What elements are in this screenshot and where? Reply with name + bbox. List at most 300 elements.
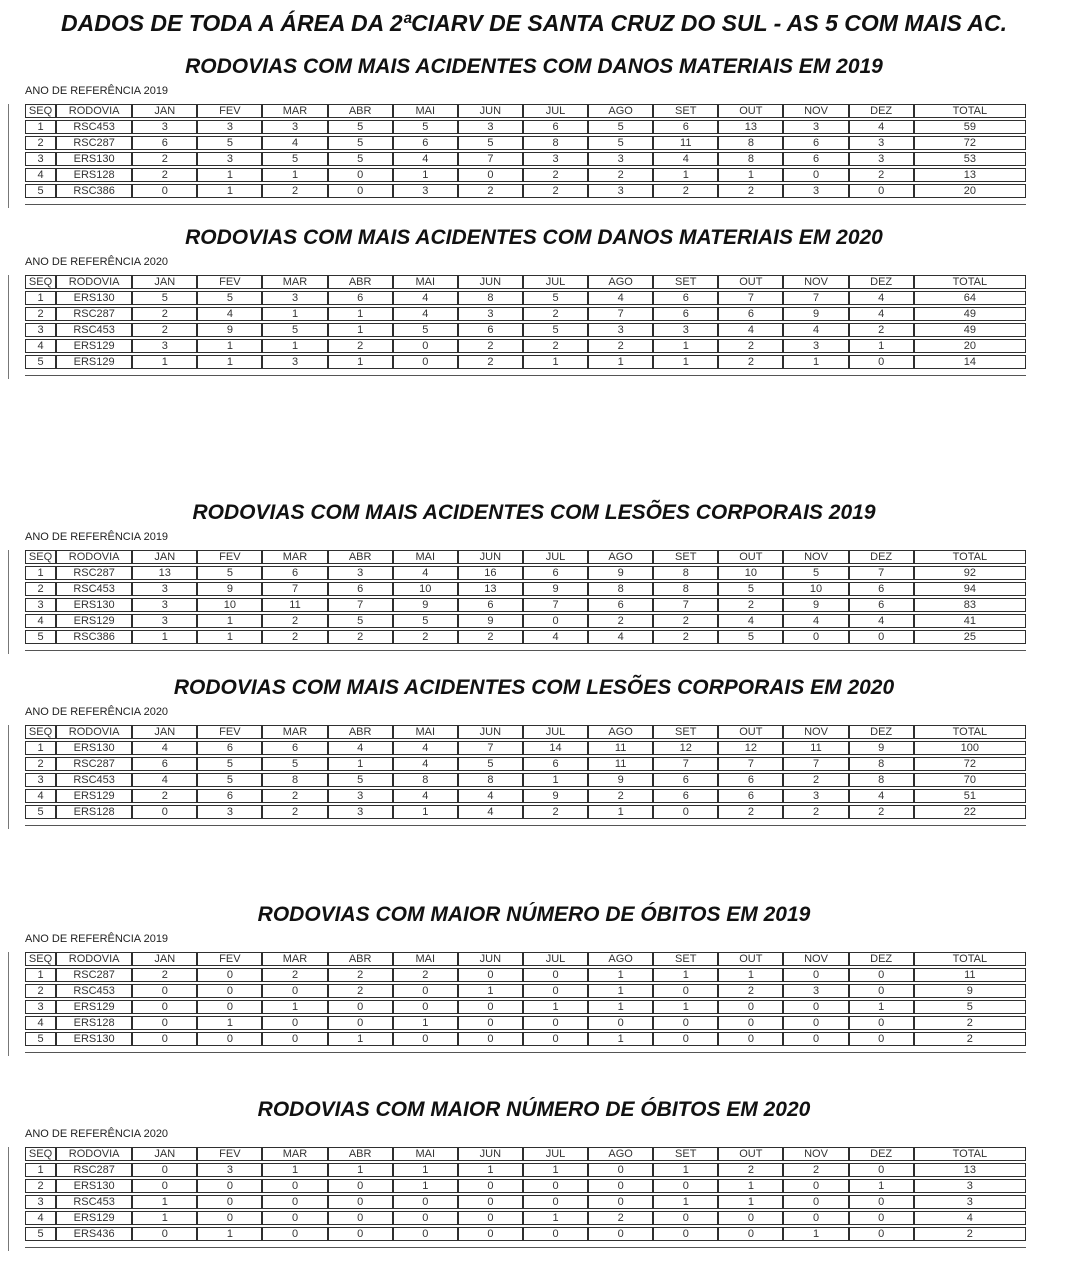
month-value-cell: 2 (849, 323, 914, 337)
month-value-cell: 1 (588, 984, 653, 998)
month-value-cell: 2 (132, 307, 197, 321)
month-value-cell: 3 (588, 323, 653, 337)
month-value-cell: 2 (262, 184, 327, 198)
month-value-cell: 3 (328, 566, 393, 580)
month-value-cell: 3 (197, 120, 262, 134)
column-header: SET (653, 550, 718, 564)
month-value-cell: 0 (197, 984, 262, 998)
month-value-cell: 2 (393, 630, 458, 644)
rodovia-cell: RSC287 (56, 757, 132, 771)
table-row (25, 1000, 1026, 1014)
column-header: DEZ (849, 952, 914, 966)
seq-cell: 3 (25, 598, 56, 612)
month-value-cell: 2 (783, 773, 848, 787)
column-header: JUL (523, 1147, 588, 1161)
month-value-cell: 2 (262, 630, 327, 644)
month-value-cell: 6 (393, 136, 458, 150)
column-header: JAN (132, 550, 197, 564)
total-cell: 59 (914, 120, 1026, 134)
month-value-cell: 4 (718, 614, 783, 628)
column-header: RODOVIA (56, 725, 132, 739)
month-value-cell: 1 (523, 1000, 588, 1014)
month-value-cell: 7 (718, 291, 783, 305)
column-header: FEV (197, 550, 262, 564)
month-value-cell: 0 (718, 1211, 783, 1225)
column-header: DEZ (849, 275, 914, 289)
month-value-cell: 1 (197, 355, 262, 369)
rodovia-cell: ERS128 (56, 1016, 132, 1030)
table-row (25, 968, 1026, 982)
month-value-cell: 2 (262, 805, 327, 819)
month-value-cell: 1 (197, 630, 262, 644)
rodovia-cell: ERS128 (56, 805, 132, 819)
month-value-cell: 6 (197, 741, 262, 755)
month-value-cell: 1 (849, 1000, 914, 1014)
column-header: SEQ (25, 725, 56, 739)
month-value-cell: 5 (197, 773, 262, 787)
month-value-cell: 1 (653, 1195, 718, 1209)
table-row (25, 339, 1026, 353)
month-value-cell: 8 (262, 773, 327, 787)
column-header: NOV (783, 275, 848, 289)
month-value-cell: 0 (523, 1227, 588, 1241)
month-value-cell: 8 (849, 757, 914, 771)
month-value-cell: 7 (458, 152, 523, 166)
month-value-cell: 5 (328, 136, 393, 150)
month-value-cell: 0 (458, 168, 523, 182)
seq-cell: 4 (25, 614, 56, 628)
column-header: TOTAL (914, 275, 1026, 289)
rodovia-cell: RSC287 (56, 307, 132, 321)
report-page (0, 10, 1068, 1243)
accidents-table (25, 1145, 1026, 1243)
column-header: TOTAL (914, 550, 1026, 564)
total-cell: 20 (914, 184, 1026, 198)
month-value-cell: 0 (132, 1032, 197, 1046)
month-value-cell: 7 (523, 598, 588, 612)
month-value-cell: 0 (783, 1000, 848, 1014)
month-value-cell: 4 (849, 120, 914, 134)
month-value-cell: 1 (458, 1163, 523, 1177)
page-title: DADOS DE TODA A ÁREA DA 2ªCIARV DE SANTA CRUZ DO SUL - AS 5 COM MAIS AC. (60, 10, 1008, 36)
rodovia-cell: RSC386 (56, 630, 132, 644)
month-value-cell: 0 (458, 1032, 523, 1046)
month-value-cell: 9 (523, 582, 588, 596)
sections-container (0, 55, 1068, 1243)
section-title: RODOVIAS COM MAIS ACIDENTES COM LESÕES CORPORAIS 2019 (192, 501, 876, 524)
column-header: JUL (523, 550, 588, 564)
month-value-cell: 2 (653, 614, 718, 628)
month-value-cell: 8 (458, 773, 523, 787)
month-value-cell: 0 (849, 1032, 914, 1046)
column-header: DEZ (849, 725, 914, 739)
column-header: NOV (783, 104, 848, 118)
month-value-cell: 9 (588, 773, 653, 787)
seq-cell: 5 (25, 355, 56, 369)
month-value-cell: 4 (588, 630, 653, 644)
month-value-cell: 6 (718, 307, 783, 321)
table-row (25, 582, 1026, 596)
column-header: JUN (458, 1147, 523, 1161)
table-row (25, 1227, 1026, 1241)
total-cell: 3 (914, 1179, 1026, 1193)
total-cell: 14 (914, 355, 1026, 369)
month-value-cell: 9 (588, 566, 653, 580)
month-value-cell: 12 (718, 741, 783, 755)
total-cell: 72 (914, 757, 1026, 771)
header-row (25, 550, 1026, 564)
month-value-cell: 0 (458, 968, 523, 982)
month-value-cell: 2 (718, 184, 783, 198)
total-cell: 41 (914, 614, 1026, 628)
month-value-cell: 2 (849, 168, 914, 182)
month-value-cell: 0 (132, 984, 197, 998)
column-header: JUL (523, 952, 588, 966)
month-value-cell: 0 (262, 984, 327, 998)
month-value-cell: 0 (458, 1211, 523, 1225)
month-value-cell: 5 (328, 152, 393, 166)
month-value-cell: 3 (653, 323, 718, 337)
month-value-cell: 4 (849, 789, 914, 803)
seq-cell: 3 (25, 152, 56, 166)
seq-cell: 4 (25, 1211, 56, 1225)
accidents-table (25, 723, 1026, 821)
column-header: MAI (393, 550, 458, 564)
column-header: AGO (588, 550, 653, 564)
month-value-cell: 6 (523, 566, 588, 580)
report-section (0, 903, 1068, 1048)
column-header: ABR (328, 1147, 393, 1161)
month-value-cell: 2 (718, 339, 783, 353)
month-value-cell: 8 (653, 566, 718, 580)
month-value-cell: 6 (523, 120, 588, 134)
column-header: NOV (783, 952, 848, 966)
month-value-cell: 4 (458, 789, 523, 803)
month-value-cell: 3 (132, 582, 197, 596)
month-value-cell: 1 (393, 1179, 458, 1193)
month-value-cell: 0 (393, 339, 458, 353)
month-value-cell: 5 (197, 136, 262, 150)
month-value-cell: 5 (393, 323, 458, 337)
month-value-cell: 8 (523, 136, 588, 150)
section-title: RODOVIAS COM MAIS ACIDENTES COM DANOS MATERIAIS EM 2019 (185, 55, 883, 78)
month-value-cell: 4 (849, 614, 914, 628)
month-value-cell: 1 (458, 984, 523, 998)
month-value-cell: 5 (328, 614, 393, 628)
month-value-cell: 2 (262, 789, 327, 803)
month-value-cell: 8 (653, 582, 718, 596)
table-wrap (25, 1145, 1026, 1243)
month-value-cell: 6 (783, 136, 848, 150)
month-value-cell: 12 (653, 741, 718, 755)
column-header: MAR (262, 550, 327, 564)
month-value-cell: 1 (393, 1163, 458, 1177)
month-value-cell: 5 (197, 291, 262, 305)
month-value-cell: 0 (783, 1179, 848, 1193)
month-value-cell: 2 (588, 339, 653, 353)
header-row (25, 952, 1026, 966)
month-value-cell: 1 (653, 1163, 718, 1177)
column-header: ABR (328, 952, 393, 966)
month-value-cell: 2 (523, 339, 588, 353)
accidents-table (25, 950, 1026, 1048)
table-row (25, 805, 1026, 819)
month-value-cell: 2 (523, 184, 588, 198)
month-value-cell: 10 (783, 582, 848, 596)
total-cell: 13 (914, 168, 1026, 182)
month-value-cell: 9 (458, 614, 523, 628)
month-value-cell: 1 (197, 1016, 262, 1030)
month-value-cell: 7 (849, 566, 914, 580)
month-value-cell: 0 (718, 1227, 783, 1241)
month-value-cell: 3 (588, 184, 653, 198)
month-value-cell: 2 (849, 805, 914, 819)
month-value-cell: 1 (132, 630, 197, 644)
month-value-cell: 11 (588, 757, 653, 771)
rodovia-cell: RSC453 (56, 773, 132, 787)
total-cell: 92 (914, 566, 1026, 580)
column-header: ABR (328, 104, 393, 118)
table-row (25, 1163, 1026, 1177)
month-value-cell: 2 (458, 355, 523, 369)
month-value-cell: 0 (783, 968, 848, 982)
month-value-cell: 3 (849, 136, 914, 150)
column-header: SET (653, 104, 718, 118)
table-wrap (25, 950, 1026, 1048)
table-wrap (25, 723, 1026, 821)
month-value-cell: 0 (328, 1211, 393, 1225)
month-value-cell: 2 (458, 630, 523, 644)
table-row (25, 323, 1026, 337)
month-value-cell: 6 (653, 307, 718, 321)
total-cell: 5 (914, 1000, 1026, 1014)
month-value-cell: 6 (328, 291, 393, 305)
month-value-cell: 1 (328, 757, 393, 771)
month-value-cell: 6 (328, 582, 393, 596)
column-header: TOTAL (914, 952, 1026, 966)
month-value-cell: 4 (197, 307, 262, 321)
month-value-cell: 5 (523, 291, 588, 305)
month-value-cell: 3 (262, 120, 327, 134)
total-cell: 2 (914, 1227, 1026, 1241)
table-row (25, 566, 1026, 580)
month-value-cell: 0 (458, 1179, 523, 1193)
month-value-cell: 0 (393, 1227, 458, 1241)
month-value-cell: 6 (849, 582, 914, 596)
month-value-cell: 13 (132, 566, 197, 580)
month-value-cell: 5 (393, 614, 458, 628)
month-value-cell: 5 (718, 630, 783, 644)
month-value-cell: 14 (523, 741, 588, 755)
month-value-cell: 0 (653, 805, 718, 819)
total-cell: 2 (914, 1016, 1026, 1030)
seq-cell: 5 (25, 184, 56, 198)
month-value-cell: 9 (783, 307, 848, 321)
month-value-cell: 2 (653, 184, 718, 198)
month-value-cell: 2 (132, 323, 197, 337)
seq-cell: 4 (25, 1016, 56, 1030)
column-header: SEQ (25, 550, 56, 564)
month-value-cell: 4 (458, 805, 523, 819)
month-value-cell: 4 (523, 630, 588, 644)
column-header: JUL (523, 725, 588, 739)
month-value-cell: 0 (588, 1227, 653, 1241)
rodovia-cell: ERS436 (56, 1227, 132, 1241)
month-value-cell: 0 (328, 1227, 393, 1241)
month-value-cell: 0 (523, 1016, 588, 1030)
month-value-cell: 0 (523, 968, 588, 982)
month-value-cell: 1 (523, 355, 588, 369)
table-row (25, 168, 1026, 182)
month-value-cell: 6 (783, 152, 848, 166)
month-value-cell: 2 (783, 805, 848, 819)
month-value-cell: 4 (783, 323, 848, 337)
column-header: RODOVIA (56, 104, 132, 118)
total-cell: 9 (914, 984, 1026, 998)
month-value-cell: 4 (849, 307, 914, 321)
rodovia-cell: ERS129 (56, 614, 132, 628)
month-value-cell: 7 (783, 757, 848, 771)
month-value-cell: 1 (262, 168, 327, 182)
month-value-cell: 1 (262, 307, 327, 321)
column-header: OUT (718, 104, 783, 118)
month-value-cell: 0 (197, 1195, 262, 1209)
month-value-cell: 2 (132, 168, 197, 182)
month-value-cell: 8 (393, 773, 458, 787)
month-value-cell: 0 (132, 1016, 197, 1030)
column-header: JUL (523, 104, 588, 118)
month-value-cell: 1 (653, 355, 718, 369)
month-value-cell: 2 (458, 339, 523, 353)
month-value-cell: 0 (588, 1163, 653, 1177)
month-value-cell: 4 (653, 152, 718, 166)
month-value-cell: 9 (393, 598, 458, 612)
month-value-cell: 6 (718, 773, 783, 787)
column-header: DEZ (849, 1147, 914, 1161)
month-value-cell: 16 (458, 566, 523, 580)
month-value-cell: 4 (393, 291, 458, 305)
month-value-cell: 7 (328, 598, 393, 612)
month-value-cell: 6 (653, 773, 718, 787)
month-value-cell: 4 (393, 741, 458, 755)
month-value-cell: 4 (718, 323, 783, 337)
column-header: AGO (588, 275, 653, 289)
table-wrap (25, 548, 1026, 646)
month-value-cell: 1 (262, 1000, 327, 1014)
column-header: FEV (197, 275, 262, 289)
month-value-cell: 1 (588, 1032, 653, 1046)
column-header: SET (653, 952, 718, 966)
month-value-cell: 0 (132, 184, 197, 198)
month-value-cell: 4 (849, 291, 914, 305)
column-header: JUN (458, 275, 523, 289)
month-value-cell: 2 (523, 307, 588, 321)
month-value-cell: 0 (393, 355, 458, 369)
table-row (25, 307, 1026, 321)
table-row (25, 598, 1026, 612)
month-value-cell: 9 (523, 789, 588, 803)
month-value-cell: 4 (588, 291, 653, 305)
table-row (25, 1211, 1026, 1225)
month-value-cell: 3 (197, 1163, 262, 1177)
month-value-cell: 5 (588, 136, 653, 150)
accidents-table (25, 548, 1026, 646)
rodovia-cell: ERS130 (56, 598, 132, 612)
month-value-cell: 2 (262, 968, 327, 982)
column-header: JAN (132, 104, 197, 118)
month-value-cell: 0 (783, 1016, 848, 1030)
column-header: JUN (458, 725, 523, 739)
column-header: TOTAL (914, 104, 1026, 118)
month-value-cell: 3 (262, 355, 327, 369)
month-value-cell: 3 (197, 152, 262, 166)
month-value-cell: 1 (197, 614, 262, 628)
header-row (25, 1147, 1026, 1161)
month-value-cell: 0 (849, 184, 914, 198)
month-value-cell: 0 (328, 168, 393, 182)
month-value-cell: 2 (718, 805, 783, 819)
seq-cell: 1 (25, 566, 56, 580)
month-value-cell: 6 (132, 757, 197, 771)
rodovia-cell: RSC453 (56, 323, 132, 337)
section-title: RODOVIAS COM MAIOR NÚMERO DE ÓBITOS EM 2020 (257, 1098, 811, 1121)
table-wrap (25, 273, 1026, 371)
month-value-cell: 2 (523, 168, 588, 182)
month-value-cell: 2 (783, 1163, 848, 1177)
seq-cell: 2 (25, 307, 56, 321)
table-row (25, 757, 1026, 771)
column-header: JAN (132, 952, 197, 966)
month-value-cell: 3 (458, 307, 523, 321)
total-cell: 13 (914, 1163, 1026, 1177)
column-header: MAI (393, 952, 458, 966)
column-header: SET (653, 725, 718, 739)
month-value-cell: 0 (458, 1000, 523, 1014)
month-value-cell: 2 (718, 984, 783, 998)
column-header: NOV (783, 550, 848, 564)
month-value-cell: 7 (262, 582, 327, 596)
column-header: MAI (393, 275, 458, 289)
month-value-cell: 2 (588, 1211, 653, 1225)
column-header: ABR (328, 550, 393, 564)
month-value-cell: 0 (393, 984, 458, 998)
total-cell: 64 (914, 291, 1026, 305)
month-value-cell: 3 (588, 152, 653, 166)
table-row (25, 184, 1026, 198)
month-value-cell: 1 (132, 355, 197, 369)
column-header: AGO (588, 104, 653, 118)
month-value-cell: 0 (132, 1000, 197, 1014)
rodovia-cell: RSC453 (56, 582, 132, 596)
section-title: RODOVIAS COM MAIS ACIDENTES COM DANOS MATERIAIS EM 2020 (185, 226, 883, 249)
table-row (25, 741, 1026, 755)
month-value-cell: 0 (197, 1179, 262, 1193)
month-value-cell: 1 (328, 323, 393, 337)
month-value-cell: 3 (328, 789, 393, 803)
month-value-cell: 5 (262, 152, 327, 166)
total-cell: 3 (914, 1195, 1026, 1209)
month-value-cell: 0 (849, 1016, 914, 1030)
column-header: JAN (132, 275, 197, 289)
month-value-cell: 1 (393, 168, 458, 182)
column-header: MAR (262, 104, 327, 118)
month-value-cell: 0 (393, 1032, 458, 1046)
column-header: DEZ (849, 104, 914, 118)
month-value-cell: 0 (783, 1195, 848, 1209)
month-value-cell: 5 (718, 582, 783, 596)
month-value-cell: 5 (328, 773, 393, 787)
month-value-cell: 0 (523, 1179, 588, 1193)
